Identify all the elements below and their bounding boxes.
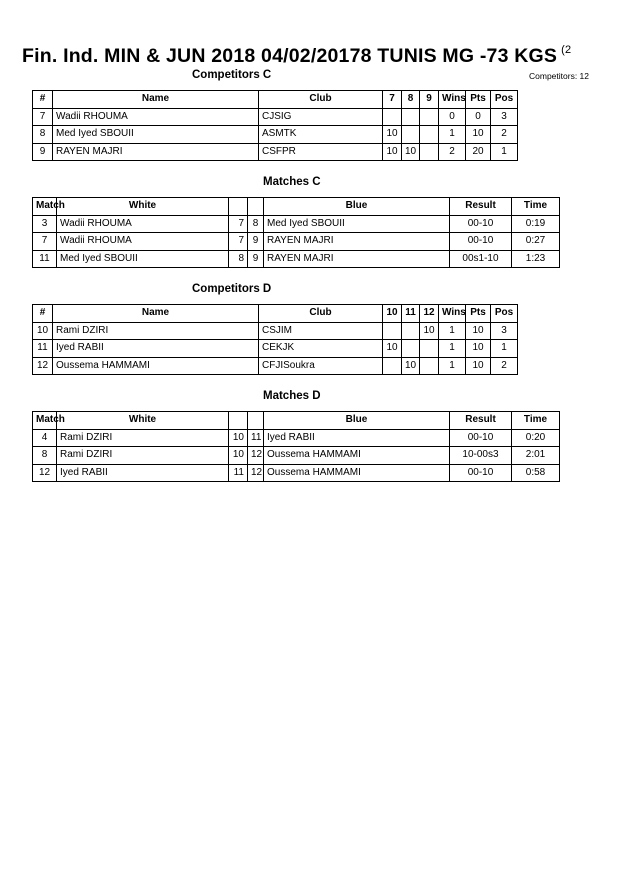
table-cell: 0:20 [512,429,560,447]
table-cell: Oussema HAMMAMI [53,357,259,375]
column-header: Blue [264,198,450,216]
table-cell: 8 [33,126,53,144]
column-header: 10 [383,305,402,323]
table-cell: 00-10 [450,464,512,482]
table-cell: 12 [33,464,57,482]
table-cell [383,108,402,126]
table-cell: 8 [33,447,57,465]
column-header: Time [512,412,560,430]
table-cell: 10 [229,429,248,447]
column-header: Wins [439,91,466,109]
table-cell: 10 [383,143,402,161]
column-header [248,412,264,430]
table-cell [420,340,439,358]
table-cell: CFJISoukra [259,357,383,375]
table-cell: 9 [248,233,264,251]
table-cell: 0 [466,108,491,126]
table-cell: 9 [248,250,264,268]
column-header: Wins [439,305,466,323]
column-header: Club [259,305,383,323]
table-cell: 0 [439,108,466,126]
table-cell: 00-10 [450,215,512,233]
event-title: Fin. Ind. MIN & JUN 2018 04/02/20178 TUNIS MG -73 KGS [22,45,558,67]
table-cell: 1 [439,322,466,340]
column-header: Result [450,198,512,216]
column-header: 8 [402,91,420,109]
table-cell: Wadii RHOUMA [53,108,259,126]
column-header: Pos [491,305,518,323]
table-cell: 3 [491,108,518,126]
table-cell: 9 [33,143,53,161]
table-cell: 2 [439,143,466,161]
table-cell: 7 [229,215,248,233]
matches-d-table [32,411,560,482]
table-cell: Oussema HAMMAMI [264,464,450,482]
table-cell: Med Iyed SBOUII [264,215,450,233]
table-cell: 2:01 [512,447,560,465]
table-row [33,429,560,447]
table-row [33,340,518,358]
table-cell: 1 [439,126,466,144]
table-cell: RAYEN MAJRI [264,250,450,268]
table-cell: 12 [248,464,264,482]
table-cell: Wadii RHOUMA [57,233,229,251]
competitors-d-table [32,304,518,375]
column-header: 9 [420,91,439,109]
table-cell: CEKJK [259,340,383,358]
table-cell: 7 [229,233,248,251]
table-row [33,143,518,161]
table-cell: 00-10 [450,429,512,447]
table-cell: 11 [229,464,248,482]
table-cell [420,126,439,144]
table-cell: RAYEN MAJRI [264,233,450,251]
column-header [229,198,248,216]
table-cell: Iyed RABII [57,464,229,482]
table-cell: Oussema HAMMAMI [264,447,450,465]
column-header: Result [450,412,512,430]
table-cell: Iyed RABII [264,429,450,447]
table-cell [402,108,420,126]
table-cell: 8 [248,215,264,233]
table-cell: 4 [33,429,57,447]
table-row [33,357,518,375]
matches-c-title: Matches C [263,176,321,188]
column-header: # [33,305,53,323]
table-cell: CSJIM [259,322,383,340]
header-row [33,91,518,109]
table-cell: 3 [491,322,518,340]
column-header: Club [259,91,383,109]
table-cell: 7 [33,233,57,251]
table-cell: 10 [33,322,53,340]
table-cell [402,126,420,144]
table-cell [420,357,439,375]
competitors-c-title: Competitors C [192,69,272,81]
table-cell: RAYEN MAJRI [53,143,259,161]
table-row [33,126,518,144]
table-cell: 10 [466,340,491,358]
column-header: Pos [491,91,518,109]
table-cell: 1:23 [512,250,560,268]
table-cell: 2 [491,357,518,375]
table-row [33,447,560,465]
table-cell: 10 [466,126,491,144]
table-cell: 0:27 [512,233,560,251]
column-header: Match [33,198,57,216]
table-cell: 00s1-10 [450,250,512,268]
table-cell: CSFPR [259,143,383,161]
table-cell: 10 [420,322,439,340]
table-cell: Med Iyed SBOUII [53,126,259,144]
table-cell [402,340,420,358]
table-cell: CJSIG [259,108,383,126]
table-cell: 12 [33,357,53,375]
table-cell: 10 [466,322,491,340]
table-cell: Iyed RABII [53,340,259,358]
table-cell: 20 [466,143,491,161]
table-cell: 00-10 [450,233,512,251]
table-cell [383,322,402,340]
competitors-d-title: Competitors D [192,283,272,295]
table-cell: Rami DZIRI [57,429,229,447]
table-cell [402,322,420,340]
column-header: 11 [402,305,420,323]
page-marker: (2 [561,44,572,56]
table-cell: 10 [402,357,420,375]
table-cell: 0:58 [512,464,560,482]
matches-c-table [32,197,560,268]
column-header: Name [53,305,259,323]
column-header [248,198,264,216]
table-cell: 1 [491,143,518,161]
table-cell: 10 [466,357,491,375]
table-cell: 11 [248,429,264,447]
table-cell: Rami DZIRI [53,322,259,340]
table-cell: 11 [33,340,53,358]
column-header: # [33,91,53,109]
page-title [22,44,571,68]
table-cell: 2 [491,126,518,144]
column-header: 7 [383,91,402,109]
table-cell [420,143,439,161]
column-header: 12 [420,305,439,323]
table-cell: 10 [383,126,402,144]
table-cell: Wadii RHOUMA [57,215,229,233]
column-header: Match [33,412,57,430]
table-cell: 3 [33,215,57,233]
column-header: Name [53,91,259,109]
table-cell: 1 [491,340,518,358]
competitors-c-table [32,90,518,161]
table-row [33,108,518,126]
table-cell: 1 [439,357,466,375]
column-header: Time [512,198,560,216]
table-cell: 10 [402,143,420,161]
table-cell: 11 [33,250,57,268]
table-cell: 8 [229,250,248,268]
table-cell: 1 [439,340,466,358]
competitors-count: Competitors: 12 [529,71,589,81]
column-header [229,412,248,430]
header-row [33,305,518,323]
table-row [33,250,560,268]
table-cell: 12 [248,447,264,465]
header-row [33,412,560,430]
table-cell: 7 [33,108,53,126]
header-row [33,198,560,216]
matches-d-title: Matches D [263,390,321,402]
table-cell: 10 [383,340,402,358]
column-header: White [57,412,229,430]
table-cell: 10 [229,447,248,465]
table-row [33,322,518,340]
table-cell: 0:19 [512,215,560,233]
column-header: Blue [264,412,450,430]
table-cell: 10-00s3 [450,447,512,465]
table-row [33,464,560,482]
table-cell [383,357,402,375]
table-cell: Rami DZIRI [57,447,229,465]
column-header: White [57,198,229,216]
table-cell [420,108,439,126]
column-header: Pts [466,305,491,323]
table-cell: ASMTK [259,126,383,144]
table-row [33,215,560,233]
table-cell: Med Iyed SBOUII [57,250,229,268]
column-header: Pts [466,91,491,109]
table-row [33,233,560,251]
